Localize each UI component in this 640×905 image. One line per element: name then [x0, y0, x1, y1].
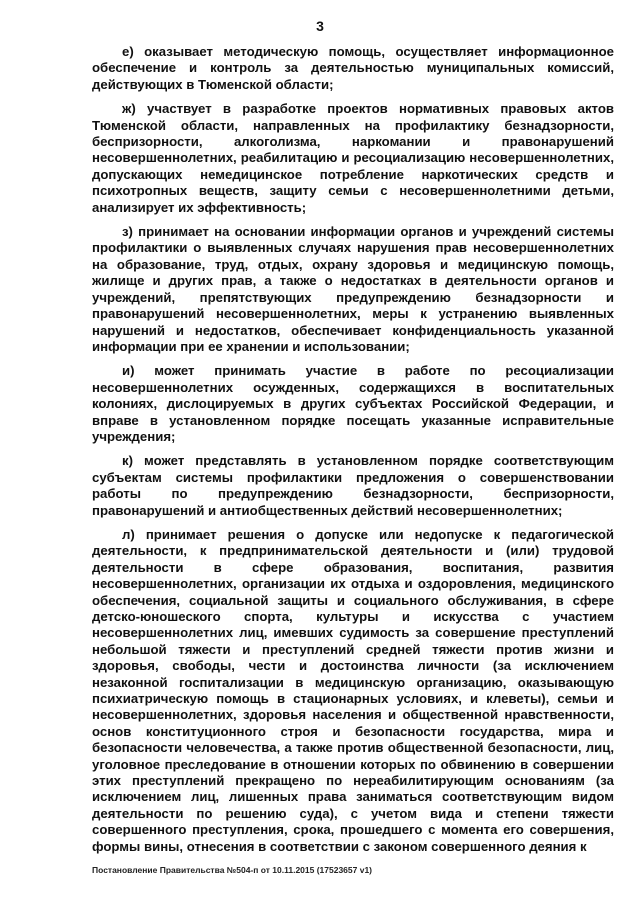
- document-body: [92, 44, 614, 863]
- page-number: 3: [316, 18, 324, 34]
- paragraph-e: е) оказывает методическую помощь, осуществляет информационное обеспечение и контроль за деятельностью муниципальных комиссий, действующих в Тюменской области;: [92, 44, 614, 92]
- paragraph-l: л) принимает решения о допуске или недопуске к педагогической деятельности, к предпринимательской деятельности и (или) трудовой деятельности в сфере образования, воспитания, развития несовершеннолетних, организации их отдыха и оздоровления, медицинского обеспечения, социальной защиты и социального обслуживания, в сфере детско-юношеского спорта, культуры и искусства с участием несовершеннолетних лиц, имевших судимость за совершение преступлений небольшой тяжести и преступлений средней тяжести против жизни и здоровья, свободы, чести и достоинства личности (за исключением незаконной госпитализации в медицинскую организацию, оказывающую психиатрическую помощь в стационарных условиях, и клеветы), семьи и несовершеннолетних, здоровья населения и общественной нравственности, основ конституционного строя и безопасности государства, мира и безопасности человечества, а также против общественной безопасности, лиц, уголовное преследование в отношении которых по обвинению в совершении этих преступлений прекращено по нереабилитирующим основаниям (за исключением лиц, лишенных права заниматься соответствующим видом деятельности по решению суда), с учетом вида и степени тяжести совершенного преступления, срока, прошедшего с момента его совершения, формы вины, отнесения в соответствии с законом совершенного деяния к: [92, 526, 614, 854]
- paragraph-zh: ж) участвует в разработке проектов нормативных правовых актов Тюменской области, направленных на профилактику безнадзорности, беспризорности, алкоголизма, наркомании и правонарушений несовершеннолетних, реабилитацию и ресоциализацию несовершеннолетних, допускающих немедицинское потребление наркотических средств и психотропных веществ, защиту семьи с несовершеннолетними детьми, анализирует их эффективность;: [92, 101, 614, 215]
- paragraph-i: и) может принимать участие в работе по ресоциализации несовершеннолетних осужденных, содержащихся в воспитательных колониях, дислоцируемых в других субъектах Российской Федерации, и вправе в установленном порядке посещать указанные исправительные учреждения;: [92, 363, 614, 444]
- paragraph-z: з) принимает на основании информации органов и учреждений системы профилактики о выявленных случаях нарушения прав несовершеннолетних на образование, труд, отдых, охрану здоровья и медицинскую помощь, жилище и других прав, а также о недостатках в деятельности органов и учреждений, препятствующих предупреждению безнадзорности и правонарушений несовершеннолетних, меры к устранению выявленных нарушений и недостатков, обеспечивает конфиденциальность указанной информации при ее хранении и использовании;: [92, 224, 614, 354]
- paragraph-k: к) может представлять в установленном порядке соответствующим субъектам системы профилактики предложения о совершенствовании работы по предупреждению безнадзорности, беспризорности, правонарушений и антиобщественных действий несовершеннолетних;: [92, 453, 614, 518]
- document-footer: Постановление Правительства №504-п от 10.11.2015 (17523657 v1): [92, 865, 373, 875]
